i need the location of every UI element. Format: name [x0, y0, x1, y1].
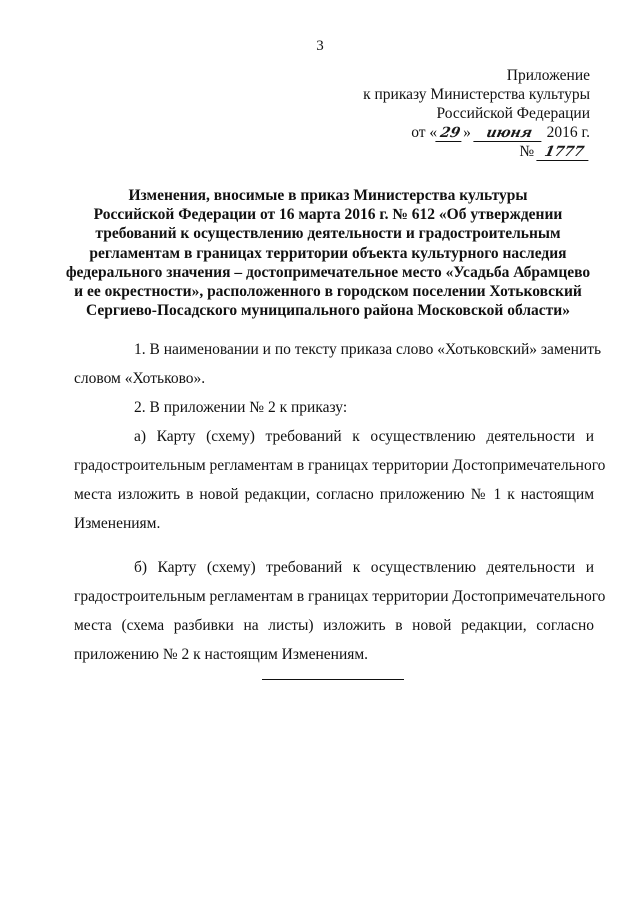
paragraph-b-line: приложению № 2 к настоящим Изменениям.	[74, 646, 369, 663]
paragraph-a-line: места изложить в новой редакции, согласно приложению № 1 к настоящим	[74, 486, 594, 503]
paragraph-a-line: градостроительным регламентам в границах территории Достопримечательного	[74, 457, 606, 474]
appendix-date-line	[310, 123, 590, 142]
paragraph-1-line: словом «Хотьково».	[74, 370, 206, 387]
title-line: требований к осуществлению деятельности и градостроительным	[95, 225, 561, 243]
appendix-number-line	[310, 142, 590, 161]
date-mid: »	[463, 124, 471, 141]
appendix-header	[310, 66, 590, 161]
title-line: Российской Федерации от 16 марта 2016 г. № 612 «Об утверждении	[93, 206, 563, 224]
handwritten-number: 1777	[536, 145, 591, 161]
end-divider	[262, 679, 404, 680]
date-prefix: от «	[411, 124, 438, 141]
appendix-label: Приложение	[506, 67, 590, 84]
paragraph-a-line: Изменениям.	[74, 515, 161, 532]
title-line: федерального значения – достопримечательное место «Усадьба Абрамцево	[65, 263, 591, 281]
page-number: 3	[316, 38, 324, 54]
number-prefix: №	[519, 143, 535, 160]
paragraph-a-line: а) Карту (схему) требований к осуществлению деятельности и	[134, 428, 594, 445]
paragraph-b-line: б) Карту (схему) требований к осуществлению деятельности и	[134, 559, 594, 576]
paragraph-b-line: места (схема разбивки на листы) изложить в новой редакции, согласно	[74, 617, 594, 634]
handwritten-month: июня	[473, 126, 544, 142]
title-line: регламентам в границах территории объекта культурного наследия	[89, 244, 567, 262]
title-line: и ее окрестности», расположенного в городском поселении Хотьковский	[74, 283, 582, 301]
title-line: Изменения, вносимые в приказ Министерства культуры	[128, 187, 528, 204]
paragraph-2: 2. В приложении № 2 к приказу:	[134, 399, 348, 416]
appendix-ministry: Российской Федерации	[436, 105, 590, 122]
title-line: Сергиево-Посадского муниципального района Московской области»	[86, 302, 570, 320]
handwritten-day: 29	[435, 126, 464, 142]
document-title	[58, 186, 598, 320]
paragraph-b-line: градостроительным регламентам в границах территории Достопримечательного	[74, 588, 606, 605]
document-body	[74, 335, 606, 669]
date-year: 2016 г.	[546, 124, 590, 141]
paragraph-1-line: 1. В наименовании и по тексту приказа слово «Хотьковский» заменить	[134, 341, 602, 358]
appendix-order-ref: к приказу Министерства культуры	[363, 86, 590, 103]
